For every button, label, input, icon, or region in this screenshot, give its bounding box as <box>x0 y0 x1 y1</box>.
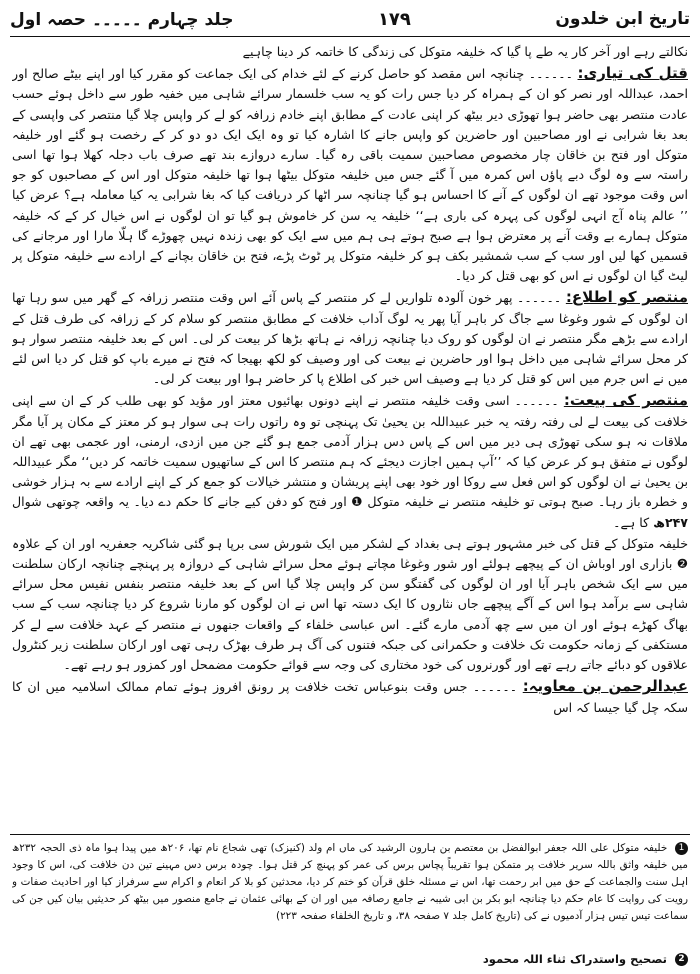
paragraph <box>12 390 688 532</box>
footnote-text: خلیفہ متوکل علی اللہ جعفر ابوالفضل بن معتصم بن ہارون الرشید کی ماں ام ولد (کنیزک) تھی شجاع نام تھا، ۲۰۶ھ میں پیدا ہوا ماہ ذی الحجہ ۲۳۲ھ میں خلیفہ واثق باللہ سریر خلافت پر متمکن ہوا تقریباً پچاس برس کی عمر کو پہنچ کر قتل ہوا۔ چودہ برس دس مہینے تین دن خلافت کی، اس کا وجود اہل سنت والجماعت کے حق میں ابر رحمت تھا، اس نے مسئلہ خلق قرآن کو ختم کر دیا، محدثین کو بلا کر انعام و اکرام سے سرفراز کیا اور احادیث صفات و رویت کی روایت کا عام حکم دیا چنانچہ ابو بکر بن ابی شیبہ نے جامع رصافہ میں اور ان کے بھائی عثمان نے جامع منصور میں بیٹھ کر حدیثیں بیان کیں جن کی سماعت تیس تیس ہزار آدمیوں نے کی (تاریخ کامل جلد ۷ صفحہ ۳۸، و تاریخ الخلفاء صفحہ ۲۲۳) <box>12 842 688 922</box>
paragraph <box>12 676 688 717</box>
footnotes <box>12 840 688 970</box>
footnote-number: 2 <box>675 953 688 966</box>
paragraph-text: ۔۔۔۔۔۔ چنانچہ اس مقصد کو حاصل کرنے کے لئے خدام کی ایک جماعت کو مقرر کیا اور اپنے بیٹے صالح اور احمد، عبداللہ اور نصر کو ان کے ہمراہ کر دیا جس رات کو یہ سب خلسمار سرائے شاہی میں خفیہ طور سے داخل ہوئے حسب عادت منتصر بھی حاضر ہوا تھوڑی دیر بیٹھ کر اپنی عادت کے مطابق اپنے خادم زرافہ کو لے کر واپس چلا گیا منتصر کی واپسی کے بعد بغا شرابی نے اور مصاحبین اور حاضرین کو واپس جانے کا اشارہ کیا تو وہ ایک ایک دو دو کر کے رخصت ہو گئے اور خلیفہ متوکل اور فتح بن خاقان چار مخصوص مصاحبین سمیت باقی رہ گیا۔ سارے دروازے بند تھے صرف باب دجلہ کھلا ہوا تھا اسی راستہ سے وہ لوگ دبے پاؤں اس کمرہ میں آ گئے جس میں خلیفہ متوکل بیٹھا ہوا تھا خلیفہ متوکل اور اس کے مصاحبوں کو جو اس وقت موجود تھے ان لوگوں کے آنے کا احساس ہو گیا چنانچہ سر اٹھا کر دریافت کیا کہ بغا شرابی یہ کیا معاملہ ہے؟ عرض کیا ’’ عالم پناہ آج انہی لوگوں کی پہرہ کی باری ہے‘‘ خلیفہ یہ سن کر خاموش ہو گیا تو ان لوگوں نے اس خیال کر کے کہ خلیفہ متوکل ہمارے بے وقت آنے پر معترض ہوا ہے صبح ہوتے ہی ہم میں سے ایک کو بھی زندہ نہیں چھوڑے گا ہلّا مارا اور مرجانے کی قسمیں کھا لیں اور سب کے سب شمشیر بکف ہو کر خلیفہ متوکل پر ٹوٹ پڑے، فتح بن خاقان بچانے کے ارادے سے خلیفہ متوکل پر لیٹ گیا ان لوگوں نے اس کو بھی قتل کر دیا۔ <box>12 66 688 284</box>
paragraph-text: نکالتے رہے اور آخر کار یہ طے پا گیا کہ خلیفہ متوکل کی زندگی کا خاتمہ کر دینا چاہیے <box>242 44 688 59</box>
page-number: ۱۷۹ <box>377 8 411 30</box>
paragraph <box>12 63 688 286</box>
section-heading: قتل کی تیاری: <box>577 64 688 83</box>
main-text <box>12 42 688 832</box>
paragraph <box>12 287 688 389</box>
paragraph-text: ۔۔۔۔۔۔ اسی وقت خلیفہ منتصر نے اپنے دونوں بھائیوں معتز اور مؤید کو بھی طلب کر کے ان سے اپنی خلافت کی بیعت لے لی رفتہ رفتہ یہ خبر عبیداللہ بن یحییٰ تک پہنچی تو وہ راتوں رات ہی سوار ہو کر معتز کے مکان پر آیا مگر ملاقات نہ ہو سکی تھوڑی ہی دیر میں اس کے پاس دس ہزار آدمی جمع ہو گئے جن میں ازدی، ارمنی، اور عجمی بھی تھے ان لوگوں نے متفق ہو کر عرض کیا کہ ’’آپ ہمیں اجازت دیجئے کہ ہم منتصر کا اس کے ساتھیوں سمیت خاتمہ کر دیں‘‘ مگر عبیداللہ بن یحییٰ نے ان لوگوں کو اس فعل سے روکا اور خود بھی اپنے پریشان و منتشر خیالات کو جمع کر کے اپنے ارادے سے بہ ہزار خوشی و خطرہ باز رہا۔ صبح ہوتی تو خلیفہ منتصر نے خلیفہ متوکل ❶ اور فتح کو دفن کیے جانے کا حکم دے دیا۔ یہ واقعہ چوتھی شوال <box>12 393 688 510</box>
section-heading: عبدالرحمن بن معاویہ: <box>522 677 688 696</box>
credit-text: تصحیح واستدراک ثناء اللہ محمود <box>482 952 667 966</box>
paragraph <box>12 42 688 62</box>
footnote-rule <box>10 834 690 835</box>
section-heading: منتصر کو اطلاع: <box>565 288 688 307</box>
footnote-number: 1 <box>675 842 688 855</box>
book-title: تاریخ ابن خلدون <box>555 9 690 29</box>
paragraph <box>12 534 688 675</box>
footnote <box>12 840 688 925</box>
paragraph-text: خلیفہ متوکل کے قتل کی خبر مشہور ہوتے ہی بغداد کے لشکر میں ایک شورش سی برپا ہو گئی شاکریہ جعفریہ اور ان کے علاوہ ❷ بازاری اور اوباش ان کے پیچھے ہولئے اور شور وغوغا مچاتے ہوئے محل سرائے شاہی کے دروازہ پر پہنچے چنانچہ ارکان سلطنت میں سے ایک شخص باہر آیا اور ان لوگوں کی گفتگو سن کر واپس چلا گیا اس کے بعد خلیفہ منتصر بنفس نفیس محل سرائے شاہی سے برآمد ہوا اس کے آگے پیچھے جاں نثاروں کا ایک دستہ تھا اس نے ان لوگوں کو مارنا شروع کر دیا چنانچہ سب کے سب بھاگ کھڑے ہوئے اور ان میں سے چھ آدمی مارے گئے۔ اس عباسی خلفاء کے واقعات جنھوں نے منتصر کے عہد خلافت سے لے کر مستکفی کے زمانہ حکومت تک خلافت و حکمرانی کی جبکہ فتنوں کی آگ ہر طرف بھڑک رہی تھی اور ارکان سلطنت زیر کنٹرول علاقوں کو دبائے جاتے رہے تھے اور گورنروں کی خود مختاری کی وجہ سے قوائے حکومت مضمحل اور کمزور ہو رہے تھے۔ <box>12 535 688 673</box>
date-text: ۲۴۷ھ <box>653 514 688 530</box>
paragraph-text-end: کا ہے۔ <box>613 514 654 530</box>
header-rule <box>10 36 690 37</box>
volume-label: جلد چہارم ۔۔۔۔۔ حصہ اول <box>10 9 234 30</box>
paragraph-text: ۔۔۔۔۔۔ جس وقت بنوعباس تخت خلافت پر رونق افروز ہوئے تمام ممالک اسلامیہ میں ان کا سکہ چل گیا جیسا کہ اس <box>12 679 688 715</box>
page-header <box>10 4 690 34</box>
paragraph-text: ۔۔۔۔۔۔ پھر خون آلودہ تلواریں لے کر منتصر کے پاس آئے اس وقت منتصر زرافہ کے گھر میں سو رہا تھا ان لوگوں کے شور وغوغا سے جاگ کر باہر آیا پھر یہ لوگ آداب خلافت کے مطابق منتصر کو سلام کر کے زرافہ کی طرف قتل کے ارادے سے بڑھے مگر منتصر نے ان لوگوں کو روک دیا چنانچہ زرافہ نے ہاتھ بڑھا کر بیعت کر لی۔ اس کے بعد خلیفہ منتصر سوار ہو کر محل سرائے شاہی میں داخل ہوا اور حاضرین نے بیعت کی اور وصیف کو لکھ بھیجا کہ فتح نے میرے باپ کو قتل کر دیا اس لئے میں نے اس جرم میں اس کو قتل کر دیا ہے وصیف اس خبر کی اطلاع پا کر حاضر ہوا اور بیعت کر لی۔ <box>12 290 688 387</box>
section-heading: منتصر کی بیعت: <box>563 391 688 410</box>
footnote <box>12 952 688 966</box>
